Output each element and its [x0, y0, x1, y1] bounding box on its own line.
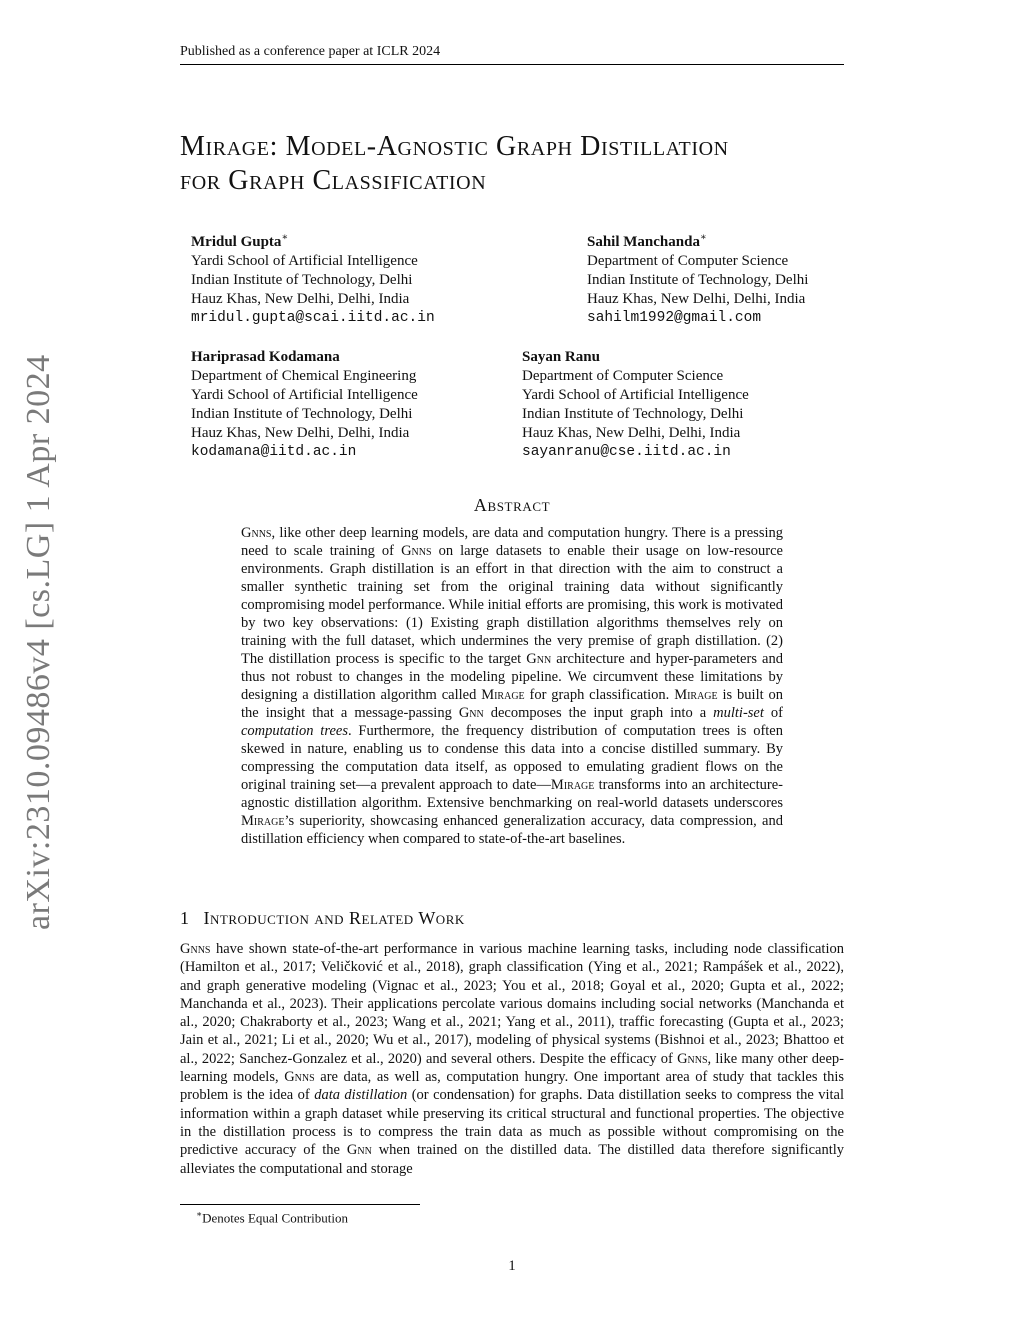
author-affiliation: Department of Chemical Engineering — [191, 368, 417, 384]
section-heading — [180, 908, 465, 929]
text-run: have shown state-of-the-art performance in various machine learning tasks, including node classification (Hamilton et al., 2017; Veličković et al., 2018), graph classification (Ying et al., 2021; Rampášek et al., 2022), and graph generative modeling (Vignac et al., 2023; You et al., 2018; Goyal et al., 2020; Gupta et al., 2022; Manchanda et al., 2023). Their applications percolate various domains including social networks (Manchanda et al., 2020; Chakraborty et al., 2023; Wang et al., 2021; Yang et al., 2011), traffic forecasting (Gupta et al., 2023; Jain et al., 2021; Li et al., 2020; Wu et al., 2017), modeling of physical systems (Bishnoi et al., 2023; Bhattoo et al., 2022; Sanchez-Gonzalez et al., 2020) and several others. Despite the efficacy of — [180, 941, 844, 1067]
author-affiliation: Department of Computer Science — [522, 368, 724, 384]
text-run: on large datasets to enable their usage on low-resource environments. Graph distillation is an effort in that direction with the aim to construct a smaller synthetic training set from the original training data without significantly compromising model performance. While initial efforts are promising, this work is motivated by two key observations: (1) Existing graph distillation algorithms themselves rely on training with the full dataset, which undermines the very premise of graph distillation. (2) The distillation process is specific to the target — [241, 543, 783, 667]
author-email: sahilm1992@gmail.com — [587, 310, 762, 326]
text-run: are data, as well as, computation hungry. One important area of study that tackles this problem is the idea of — [180, 1069, 844, 1104]
author-affiliation: Indian Institute of Technology, Delhi — [587, 272, 809, 288]
smallcaps-term: Gnns — [401, 543, 432, 559]
author-affiliation: Yardi School of Artificial Intelligence — [522, 387, 749, 403]
section-title: Introduction and Related Work — [203, 908, 465, 928]
smallcaps-term: Mirage — [674, 687, 718, 703]
text-run: ’s superiority, showcasing enhanced generalization accuracy, data compression, and distillation efficiency when compared to state-of-the-art baselines. — [241, 813, 783, 847]
author-affiliation: Indian Institute of Technology, Delhi — [191, 406, 413, 422]
text-run: (or condensation) for graphs. Data distillation seeks to compress the vital information within a graph dataset while preserving its critical structural and functional properties. The objective in the distillation process is to compress the train data as much as possible without compromising on the predictive accuracy of the — [180, 1087, 845, 1159]
smallcaps-term: Gnns — [180, 941, 211, 957]
author-name: Mridul Gupta∗ — [191, 232, 289, 250]
footnote-rule — [180, 1204, 420, 1205]
author-block — [191, 348, 418, 462]
abstract-paragraph — [241, 524, 783, 848]
author-affiliation: Hauz Khas, New Delhi, Delhi, India — [587, 291, 806, 307]
smallcaps-term: Gnns — [241, 525, 272, 541]
smallcaps-term: Gnns — [677, 1050, 708, 1067]
author-email: mridul.gupta@scai.iitd.ac.in — [191, 310, 435, 326]
text-run: , like other deep learning models, are data and computation hungry. There is a pressing need to scale training of — [241, 525, 783, 559]
text-run: for graph classification. — [524, 687, 675, 703]
abstract-heading: Abstract — [473, 495, 551, 515]
page-number: 1 — [508, 1258, 516, 1274]
emphasis-term: data distillation — [314, 1087, 408, 1104]
title-line-1: Mirage: Model-Agnostic Graph Distillation — [180, 131, 729, 162]
smallcaps-term: Gnn — [458, 705, 484, 721]
text-run: . Furthermore, the frequency distribution of computation trees is often skewed in nature, enabling us to condense this data into a concise distilled summary. By compressing the computation data itself, as opposed to emulating gradient flows on the original training set—a prevalent approach to date— — [241, 723, 783, 793]
author-affiliation: Department of Computer Science — [587, 253, 789, 269]
emphasis-term: multi-set — [713, 705, 764, 721]
abstract — [241, 524, 783, 848]
author-affiliation: Hauz Khas, New Delhi, Delhi, India — [522, 425, 741, 441]
text-run: , like many other deep-learning models, — [180, 1050, 845, 1086]
smallcaps-term: Gnn — [346, 1142, 372, 1159]
text-run: when trained on the distilled data. The distilled data therefore significantly alleviates the computational and storage — [180, 1142, 844, 1177]
text-run: architecture and hyper-parameters and thus not robust to changes in the modeling pipeline. We circumvent these limitations by designing a distillation algorithm called — [241, 651, 783, 703]
text-run: decomposes the input graph into a — [483, 705, 714, 721]
text-run: transforms into an architecture-agnostic distillation algorithm. Extensive benchmarking on real-world datasets underscores — [241, 777, 783, 811]
text-run: is built on the insight that a message-passing — [241, 687, 784, 721]
section-number: 1 — [180, 908, 190, 928]
emphasis-term: computation trees — [241, 723, 348, 739]
intro-section — [180, 940, 844, 1178]
author-block — [191, 228, 435, 328]
running-header: Published as a conference paper at ICLR 2024 — [180, 44, 844, 65]
author-block — [587, 228, 808, 328]
footnote: ∗Denotes Equal Contribution — [196, 1209, 348, 1226]
author-block — [522, 348, 749, 462]
author-name: Sahil Manchanda∗ — [587, 232, 707, 250]
author-email: sayanranu@cse.iitd.ac.in — [522, 444, 731, 460]
author-affiliation: Yardi School of Artificial Intelligence — [191, 387, 418, 403]
paper-title — [180, 130, 860, 198]
title-line-2: for Graph Classification — [180, 165, 487, 196]
smallcaps-term: Mirage — [550, 777, 595, 793]
author-affiliation: Hauz Khas, New Delhi, Delhi, India — [191, 425, 410, 441]
smallcaps-term: Mirage — [241, 813, 285, 829]
author-email: kodamana@iitd.ac.in — [191, 444, 357, 460]
text-run: of — [763, 705, 783, 721]
author-affiliation: Hauz Khas, New Delhi, Delhi, India — [191, 291, 410, 307]
intro-paragraph — [180, 940, 844, 1178]
author-affiliation: Indian Institute of Technology, Delhi — [522, 406, 744, 422]
author-affiliation: Indian Institute of Technology, Delhi — [191, 272, 413, 288]
author-affiliation: Yardi School of Artificial Intelligence — [191, 253, 418, 269]
smallcaps-term: Mirage — [481, 687, 525, 703]
arxiv-watermark: arXiv:2310.09486v4 [cs.LG] 1 Apr 2024 — [20, 354, 57, 930]
smallcaps-term: Gnns — [284, 1069, 315, 1086]
smallcaps-term: Gnn — [526, 651, 552, 667]
author-name: Sayan Ranu — [522, 349, 600, 365]
author-name: Hariprasad Kodamana — [191, 349, 340, 365]
